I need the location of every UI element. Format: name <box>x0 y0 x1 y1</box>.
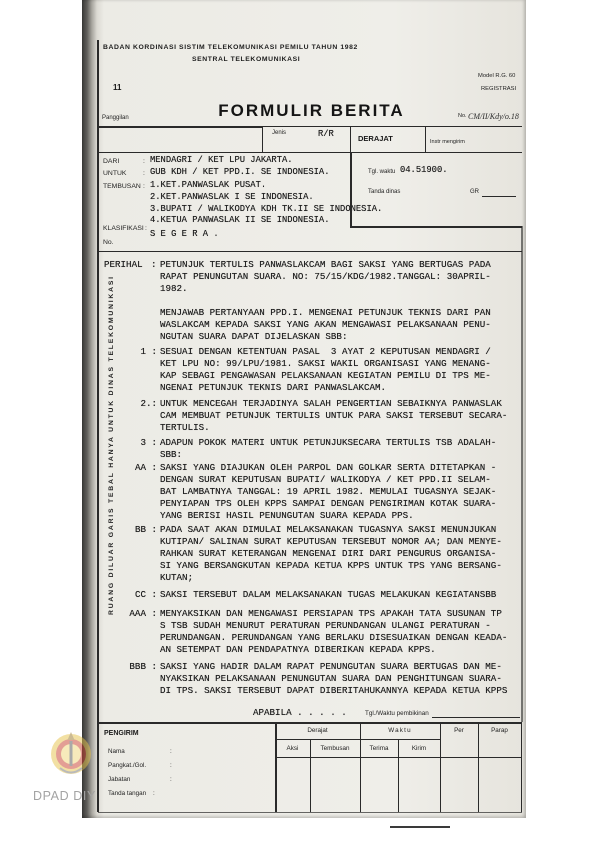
table-rule <box>521 722 522 812</box>
item-marker: BB : <box>134 524 157 535</box>
item-text-line: MENYAKSIKAN DAN MENGAWASI PERSIAPAN TPS APAKAH TATA SUSUNAN TP <box>160 608 502 619</box>
klasifikasi-value: S E G E R A . <box>150 229 219 239</box>
item-text-line: SESUAI DENGAN KETENTUAN PASAL 3 AYAT 2 KEPUTUSAN MENDAGRI / <box>160 346 491 357</box>
item-marker: BBB : <box>129 661 157 672</box>
thick-border <box>97 40 99 812</box>
per-header: Per <box>454 727 464 734</box>
tembusan-label: TEMBUSAN <box>103 183 141 190</box>
colon: : <box>170 776 172 783</box>
item-text-line: ADAPUN POKOK MATERI UNTUK PETUNJUKSECARA TERTULIS TSB ADALAH- <box>160 437 497 448</box>
rule <box>99 251 522 252</box>
item-text-line: SAKSI YANG DIAJUKAN OLEH PARPOL DAN GOLKAR SERTA DITETAPKAN - <box>160 462 497 473</box>
colon: : <box>170 748 172 755</box>
untuk-value: GUB KDH / KET PPD.I. SE INDONESIA. <box>150 167 330 177</box>
rule <box>262 126 522 127</box>
jabatan-label: Jabatan <box>108 776 131 783</box>
tembusan-header: Tembusan <box>320 745 350 752</box>
thick-border <box>521 226 523 722</box>
item-text-line: PADA SAAT AKAN DIMULAI MELAKSANAKAN TUGASNYA SAKSI MENUNJUKAN <box>160 524 497 535</box>
tembusan-line: 4.KETUA PANWASLAK II SE INDONESIA. <box>150 215 330 226</box>
item-text-line: KUTAN; <box>160 572 194 583</box>
form-model: Model R.G. 60 <box>478 73 516 79</box>
item-text <box>160 437 496 461</box>
item-marker: 2.: <box>140 398 157 409</box>
paraf-header: Parap <box>491 727 508 734</box>
jenis-value: R/R <box>318 129 334 139</box>
organization-subline: SENTRAL TELEKOMUNIKASI <box>192 56 301 63</box>
intro-line: NGUTAN SUARA DAPAT DIJELASKAN SBB: <box>160 331 348 342</box>
item-marker: CC : <box>134 589 157 600</box>
organization-line: BADAN KORDINASI SISTIM TELEKOMUNIKASI PEMILU TAHUN 1982 <box>103 44 358 51</box>
item-text-line: DI TPS. SAKSI TERSEBUT DAPAT DIBERITAHUKANNYA KEPADA KETUA KPPS <box>160 685 508 696</box>
item-text-line: TERTULIS. <box>160 422 210 433</box>
item-text-line: AN SETEMPAT DAN PENDAPATNYA DIBERIKAN KEPADA KPPS. <box>160 644 436 655</box>
table-rule <box>98 812 522 813</box>
rule <box>99 152 522 153</box>
tembusan-line: 1.KET.PANWASLAK PUSAT. <box>150 180 267 190</box>
intro-line: MENJAWAB PERTANYAAN PPD.I. MENGENAI PETUNJUK TEKNIS DARI PAN <box>160 307 491 318</box>
table-rule <box>440 722 441 812</box>
klasifikasi-label: KLASIFIKASI <box>103 225 144 232</box>
tgl-waktu-label: Tgl. waktu <box>368 169 396 175</box>
item-text <box>160 661 507 697</box>
registration-no-handwritten: CM/II/Kdy/o.18 <box>468 112 519 121</box>
watermark-text: DPAD DIY <box>33 789 96 803</box>
untuk-label: UNTUK <box>103 170 127 177</box>
colon: : <box>143 183 145 190</box>
item-text-line: KUTIPAN/ SALINAN SURAT KEPUTUSAN TERSEBUT NOMOR AA; DAN MENYE- <box>160 536 502 547</box>
rule <box>262 126 263 152</box>
no-label: No. <box>103 239 114 246</box>
rule <box>482 196 516 197</box>
gr-label: GR <box>470 189 479 195</box>
pengirim-label: PENGIRIM <box>104 730 139 737</box>
item-text-line: RAHKAN SURAT KETERANGAN MENGENAI DIRI DARI PENGURUS ORGANISA- <box>160 548 497 559</box>
perihal-text <box>160 259 491 295</box>
instr-mengirim-label: Instr mengirim <box>430 139 465 145</box>
rule <box>425 126 426 152</box>
tembusan-list <box>150 180 382 227</box>
perihal-line: RAPAT PENUNGUTAN SUARA. NO: 75/15/KDG/1982.TANGGAL: 30APRIL- <box>160 271 491 282</box>
item-text-line: DENGAN SURAT KEPUTUSAN BUPATI/ WALIKODYA / KET PPD.II SELAM- <box>160 474 491 485</box>
item-text <box>160 398 507 434</box>
colon: : <box>145 225 147 232</box>
scan-artifact-line <box>390 826 450 828</box>
table-rule <box>275 757 521 758</box>
item-marker: AAA : <box>129 608 157 619</box>
derajat-header: Derajat <box>307 727 328 734</box>
item-text <box>160 608 507 656</box>
rule <box>350 126 351 152</box>
waktu-header: Waktu <box>388 727 412 734</box>
panggilan-label: Panggilan <box>102 115 129 121</box>
rule <box>350 152 352 227</box>
item-marker: AA : <box>134 462 157 473</box>
kirim-header: Kirim <box>411 745 427 752</box>
item-text-line: SBB: <box>160 449 183 460</box>
item-text-line: NGENAI PETUNJUK TEKNIS DARI PANWASLAKCAM. <box>160 382 387 393</box>
item-text-line: S TSB SUDAH MENURUT PERATURAN PERUNDANGAN ULANGI PERATURAN - <box>160 620 491 631</box>
perihal-line: 1982. <box>160 283 188 294</box>
dpad-seal-logo <box>47 728 95 778</box>
item-text-line: NYAKSIKAN PELAKSANAAN PENUNGUTAN SUARA DAN PENGHITUNGAN SUARA- <box>160 673 502 684</box>
margin-note: RUANG DILUAR GARIS TEBAL HANYA UNTUK DINAS TELEKOMUNIKASI <box>108 275 115 615</box>
item-text <box>160 462 496 522</box>
jenis-label: Jenis <box>272 130 287 136</box>
dari-label: DARI <box>103 158 120 165</box>
pangkat-label: Pangkat./Gol. <box>108 762 147 769</box>
table-rule <box>275 722 277 812</box>
item-text <box>160 346 491 394</box>
registrasi-label: REGISTRASI <box>481 86 517 92</box>
derajat-label: DERAJAT <box>358 134 393 143</box>
item-text-line: PENYIAPAN TPS OLEH KPPS SAMPAI DENGAN PENGIRIMAN KOTAK SUARA- <box>160 498 497 509</box>
dari-value: MENDAGRI / KET LPU JAKARTA. <box>150 155 293 165</box>
item-text-line: KAP SEBAGI PENGAWASAN PELAKSANAAN KEGIATAN PEMILU DI TPS ME- <box>160 370 491 381</box>
item-text-line: YANG BERISI HASIL PENUNGUTAN SUARA KEPADA PPS. <box>160 510 414 521</box>
table-rule <box>360 722 361 812</box>
tanda-tangan-label: Tanda tangan <box>108 790 147 797</box>
colon: : <box>153 790 155 797</box>
table-rule <box>98 722 522 724</box>
item-marker: 3 : <box>140 437 157 448</box>
closing-apabila: APABILA . . . . . <box>253 707 347 718</box>
tanda-dinas-label: Tanda dinas <box>368 189 401 195</box>
item-text-line: KET LPU NO: 99/LPU/1981. SAKSI WAKIL ORGANISASI YANG MENANG- <box>160 358 491 369</box>
item-text-line: BAT LAMBATNYA TANGGAL: 19 APRIL 1982. MEMULAI TUGASNYA SEJAK- <box>160 486 497 497</box>
intro-line: WASLAKCAM KEPADA SAKSI YANG AKAN MENGAWASI PELAKSANAAN PENU- <box>160 319 491 330</box>
item-text-line: CAM MEMBUAT PETUNJUK TERTULIS UNTUK PARA SAKSI TERSEBUT SECARA- <box>160 410 508 421</box>
rule <box>99 126 262 128</box>
tembusan-line: 3.BUPATI / WALIKODYA KDH TK.II SE INDONESIA. <box>150 203 383 214</box>
item-text-line: SAKSI YANG HADIR DALAM RAPAT PENUNGUTAN SUARA BERTUGAS DAN ME- <box>160 661 502 672</box>
registration-no-label: No. <box>458 113 467 119</box>
nama-label: Nama <box>108 748 125 755</box>
tembusan-line: 2.KET.PANWASLAK I SE INDONESIA. <box>150 191 314 202</box>
aksi-header: Aksi <box>286 745 299 752</box>
intro-text <box>160 307 491 343</box>
rule <box>350 226 522 228</box>
item-text-line: SAKSI TERSEBUT DALAM MELAKSANAKAN TUGAS MELAKUKAN KEGIATANSBB <box>160 589 497 600</box>
colon: : <box>151 259 157 270</box>
colon: : <box>143 158 145 165</box>
colon: : <box>143 170 145 177</box>
item-text <box>160 589 496 601</box>
form-title: FORMULIR BERITA <box>218 101 405 120</box>
rule <box>432 717 520 718</box>
item-text <box>160 524 502 584</box>
item-text-line: PERUNDANGAN. PERUNDANGAN YANG BERLAKU DISESUAIKAN DENGAN KEADA- <box>160 632 508 643</box>
perihal-line: PETUNJUK TERTULIS PANWASLAKCAM BAGI SAKSI YANG BERTUGAS PADA <box>160 259 491 270</box>
tgl-waktu-value: 04.51900. <box>400 165 448 175</box>
table-rule <box>275 739 440 740</box>
terima-header: Terima <box>369 745 389 752</box>
item-marker: 1 : <box>140 346 157 357</box>
item-text-line: SI YANG BERSANGKUTAN KEPADA KETUA KPPS UNTUK TPS YANG BERSANG- <box>160 560 502 571</box>
item-text-line: UNTUK MENCEGAH TERJADINYA SALAH PENGERTIAN SEBAIKNYA PANWASLAK <box>160 398 502 409</box>
pembikinan-label: Tgl./Waktu pembikinan <box>365 710 429 717</box>
table-rule <box>478 722 479 812</box>
perihal-label: PERIHAL <box>104 259 143 270</box>
page-number: 11 <box>113 83 122 92</box>
colon: : <box>170 762 172 769</box>
